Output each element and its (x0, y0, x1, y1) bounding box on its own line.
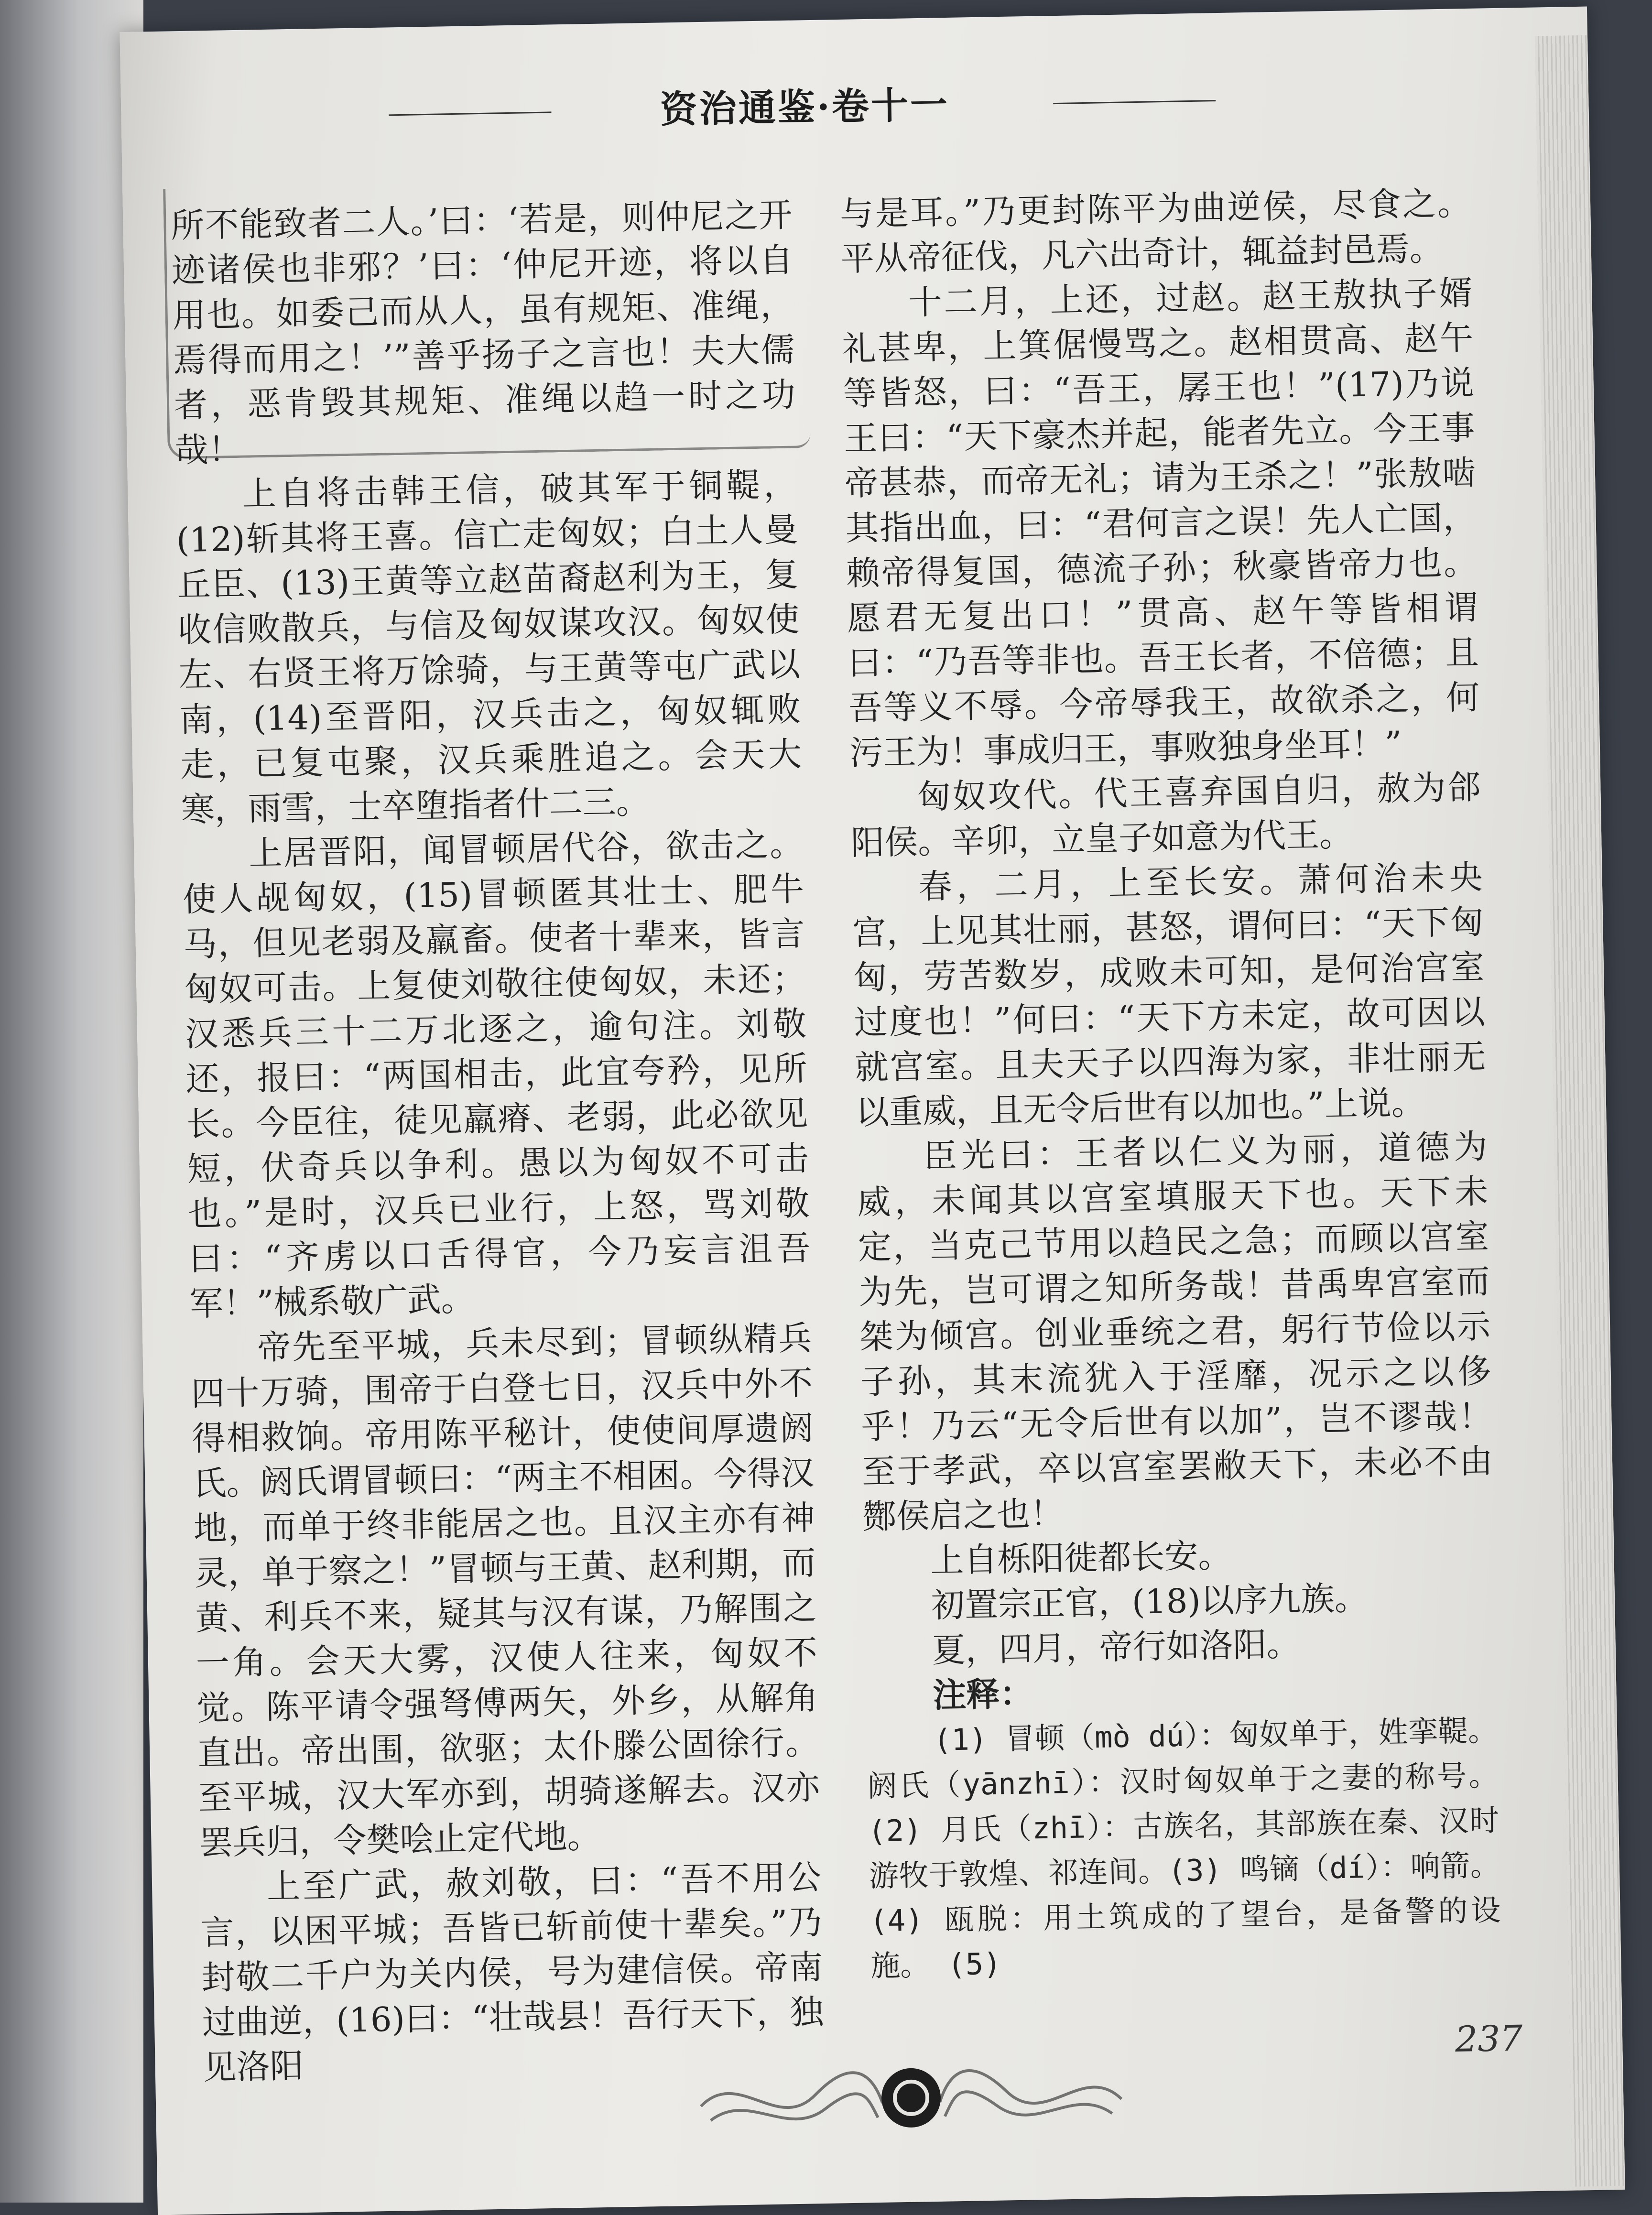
notes-text: (1) 冒顿（mò dú）：匈奴单于，姓挛鞮。阏氏（yānzhī）：汉时匈奴单于之妻的称号。 (2) 月氏（zhī）：古族名，其部族在秦、汉时游牧于敦煌、祁连间。(3) 鸣镝（dí）：响箭。 (4) 瓯脱：用土筑成的了望台，是备警的设施。 (5) (867, 1713, 1501, 1984)
paragraph: 帝先至平城，兵未尽到；冒顿纵精兵四十万骑，围帝于白登七日，汉兵中外不得相救饷。帝用陈平秘计，使使间厚遗阏氏。阏氏谓冒顿曰：“两主不相困。今得汉地，而单于终非能居之也。且汉主亦有神灵，单于察之！”冒顿与王黄、赵利期，而黄、利兵不来，疑其与汉有谋，乃解围之一角。会天大雾，汉使人往来，匈奴不觉。陈平请令强弩傅两矢，外乡，从解角直出。帝出围，欲驱；太仆滕公固徐行。至平城，汉大军亦到，胡骑遂解去。汉亦罢兵归，令樊哙止定代地。 (191, 1318, 820, 1863)
paragraph: 夏，四月，帝行如洛阳。 (932, 1624, 1301, 1670)
paragraph: 十二月，上还，过赵。赵王敖执子婿礼甚卑，上箕倨慢骂之。赵相贯高、赵午等皆怒，曰：“吾王，孱王也！”(17)乃说王曰：“天下豪杰并起，能者先立。今王事帝甚恭，而帝无礼；请为王杀之！”张敖啮其指出血，曰：“君何言之误！先人亡国，赖帝得复国，德流子孙；秋豪皆帝力也。愿君无复出口！”贯高、赵午等皆相谓曰：“乃吾等非也。吾王长者，不倍德；且吾等义不辱。今帝辱我王，故欲杀之，何污王为！事成归王，事败独身坐耳！” (842, 273, 1480, 773)
dragon-ornament-icon (671, 2041, 1151, 2145)
paragraph: 春，二月，上至长安。萧何治未央宫，上见其壮丽，甚怒，谓何曰：“天下匈匈，劳苦数岁，成败未可知，是何治宫室过度也！”何曰：“天下方未定，故可因以就宫室。且夫天子以四海为家，非壮丽无以重威，且无令后世有以加也。”上说。 (852, 857, 1486, 1132)
page-number: 237 (1455, 2018, 1523, 2061)
running-header (120, 59, 1589, 142)
book-page (120, 7, 1625, 2215)
paragraph: 匈奴攻代。代王喜弃国自归，赦为郃阳侯。辛卯，立皇子如意为代王。 (850, 767, 1482, 863)
paragraph: 所不能致者二人。’曰：‘若是，则仲尼之开迹诸侯也非邪？’曰：‘仲尼开迹，将以自用也。如委己而从人，虽有规矩、准绳，焉得而用之！’”善乎扬子之言也！夫大儒者，恶肯毁其规矩、准绳以趋一时之功哉！ (170, 195, 796, 470)
header-title: 资治通鉴·卷十一 (660, 83, 950, 132)
header-rule-right (1053, 100, 1216, 104)
paragraph: 上自栎阳徙都长安。 (930, 1536, 1232, 1581)
paragraph: 与是耳。”乃更封陈平为曲逆侯，尽食之。平从帝征伐，凡六出奇计，辄益封邑焉。 (839, 183, 1471, 279)
paragraph: 上至广武，赦刘敬，曰：“吾不用公言，以困平城；吾皆已斩前使十辈矣。”乃封敬二千户为关内侯，号为建信侯。帝南过曲逆，(16)曰：“壮哉县！吾行天下，独见洛阳 (200, 1857, 824, 2087)
notes-heading: 注释： (932, 1673, 1034, 1715)
right-column (839, 181, 1501, 1988)
page-edges (1535, 35, 1625, 2187)
header-rule-left (389, 111, 551, 116)
paragraph: 上自将击韩王信，破其军于铜鞮，(12)斩其将王喜。信亡走匈奴；白土人曼丘臣、(13)王黄等立赵苗裔赵利为王，复收信败散兵，与信及匈奴谋攻汉。匈奴使左、右贤王将万馀骑，与王黄等屯广武以南，(14)至晋阳，汉兵击之，匈奴辄败走，已复屯聚，汉兵乘胜追之。会天大寒，雨雪，士卒堕指者什二三。 (176, 465, 802, 830)
paragraph: 上居晋阳，闻冒顿居代谷，欲击之。使人觇匈奴，(15)冒顿匿其壮士、肥牛马，但见老弱及羸畜。使者十辈来，皆言匈奴可击。上复使刘敬往使匈奴，未还；汉悉兵三十二万北逐之，逾句注。刘敬还，报曰：“两国相击，此宜夸矜，见所长。今臣往，徒见羸瘠、老弱，此必欲见短，伏奇兵以争利。愚以为匈奴不可击也。”是时，汉兵已业行，上怒，骂刘敬曰：“齐虏以口舌得官，今乃妄言沮吾军！”械系敬广武。 (182, 824, 811, 1324)
left-column (171, 193, 825, 2090)
paragraph: 初置宗正官，(18)以序九族。 (931, 1578, 1369, 1626)
book-spine (0, 0, 143, 2203)
paragraph: 臣光曰：王者以仁义为丽，道德为威，未闻其以宫室填服天下也。天下未定，当克己节用以趋民之急；而顾以宫室为先，岂可谓之知所务哉！昔禹卑宫室而桀为倾宫。创业垂统之君，躬行节俭以示子孙，其末流犹入于淫靡，况示之以侈乎！乃云“无令后世有以加”，岂不谬哉！至于孝武，卒以宫室罢敝天下，未必不由酂侯启之也！ (857, 1127, 1493, 1537)
